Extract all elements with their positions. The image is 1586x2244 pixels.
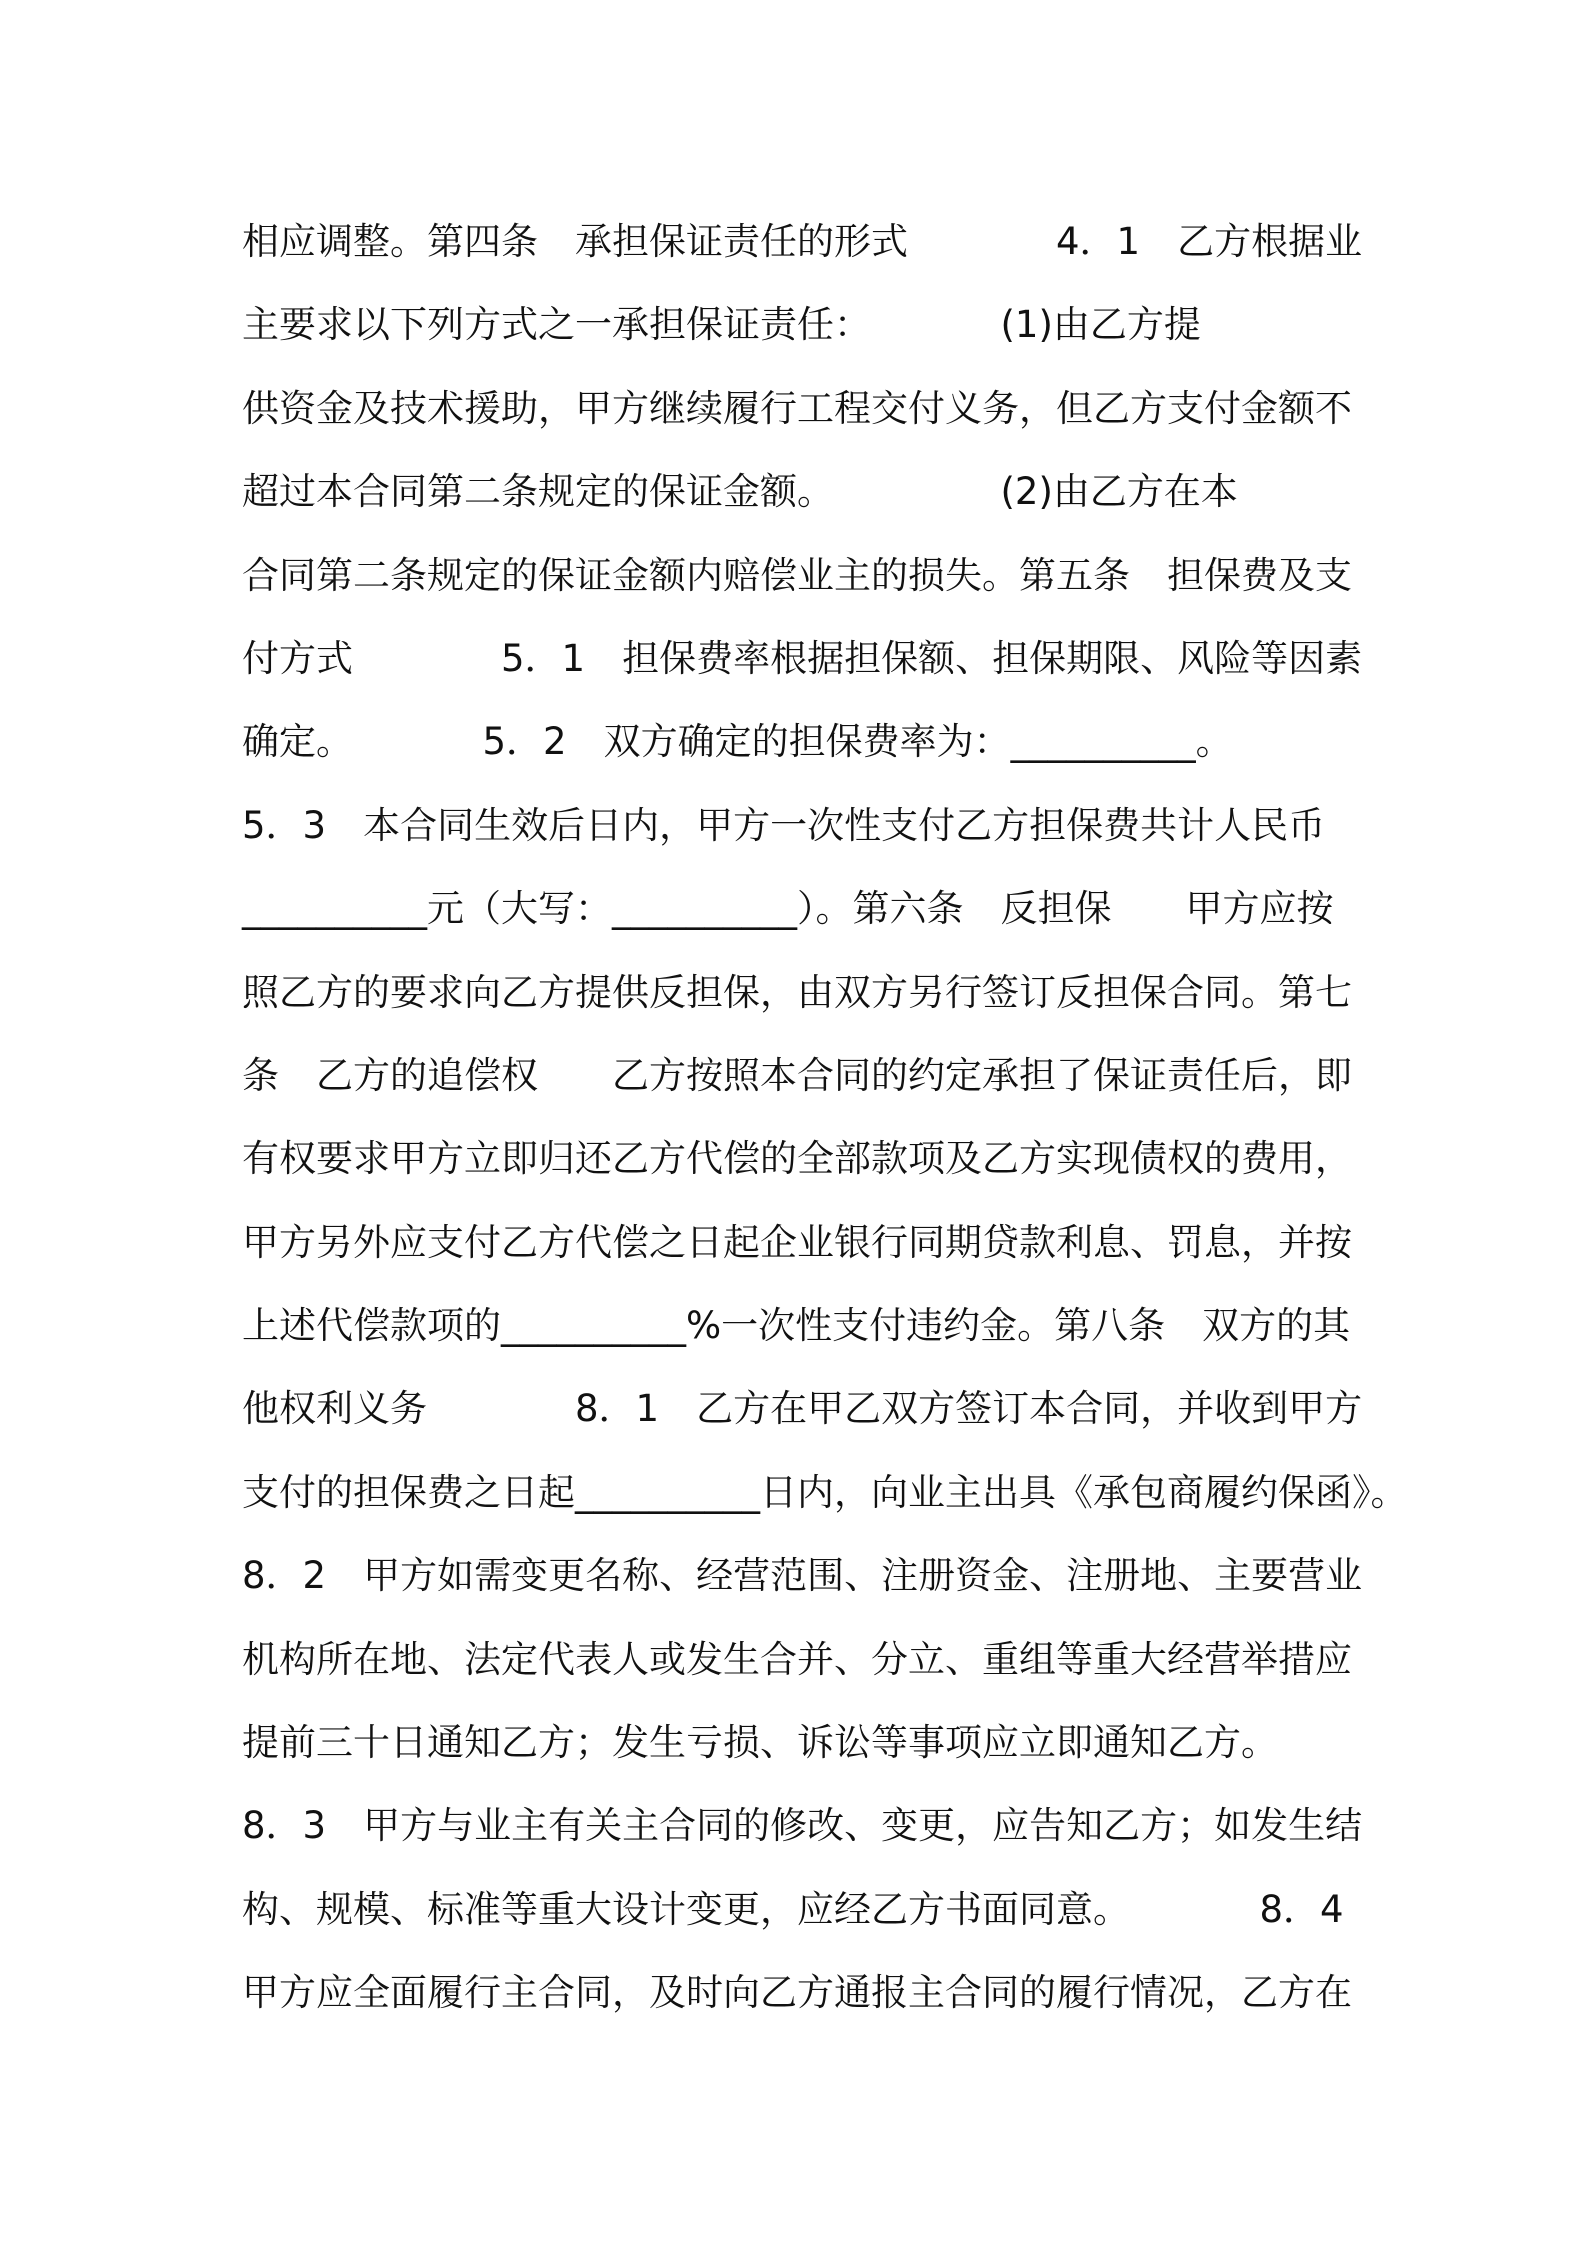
text-line-18: 机构所在地、法定代表人或发生合并、分立、重组等重大经营举措应 xyxy=(242,1637,1352,1681)
text-line-7: 确定。 5．2 双方确定的担保费率为：__________。 xyxy=(242,720,1233,764)
text-line-3: 供资金及技术援助，甲方继续履行工程交付义务，但乙方支付金额不 xyxy=(242,386,1352,430)
text-line-13: 甲方另外应支付乙方代偿之日起企业银行同期贷款利息、罚息，并按 xyxy=(242,1220,1352,1264)
text-line-21: 构、规模、标准等重大设计变更，应经乙方书面同意。 8．4 xyxy=(242,1887,1344,1931)
text-line-8: 5．3 本合同生效后日内，甲方一次性支付乙方担保费共计人民币 xyxy=(242,803,1326,847)
text-line-16: 支付的担保费之日起__________日内，向业主出具《承包商履约保函》。 xyxy=(242,1470,1408,1514)
text-line-19: 提前三十日通知乙方；发生亏损、诉讼等事项应立即通知乙方。 xyxy=(242,1721,1278,1765)
text-line-6: 付方式 5．1 担保费率根据担保额、担保期限、风险等因素 xyxy=(242,636,1363,680)
text-line-4: 超过本合同第二条规定的保证金额。 (2)由乙方在本 xyxy=(242,470,1238,514)
text-line-11: 条 乙方的追偿权 乙方按照本合同的约定承担了保证责任后，即 xyxy=(242,1053,1352,1097)
text-line-17: 8．2 甲方如需变更名称、经营范围、注册资金、注册地、主要营业 xyxy=(242,1554,1363,1598)
contract-body-text xyxy=(242,200,1408,2035)
text-line-9: __________元（大写：__________）。第六条 反担保 甲方应按 xyxy=(242,887,1334,931)
text-line-10: 照乙方的要求向乙方提供反担保，由双方另行签订反担保合同。第七 xyxy=(242,970,1352,1014)
text-line-2: 主要求以下列方式之一承担保证责任： (1)由乙方提 xyxy=(242,303,1201,347)
text-line-12: 有权要求甲方立即归还乙方代偿的全部款项及乙方实现债权的费用， xyxy=(242,1137,1352,1181)
text-line-1: 相应调整。第四条 承担保证责任的形式 4．1 乙方根据业 xyxy=(242,220,1363,263)
text-line-15: 他权利义务 8．1 乙方在甲乙双方签订本合同，并收到甲方 xyxy=(242,1387,1363,1431)
text-line-5: 合同第二条规定的保证金额内赔偿业主的损失。第五条 担保费及支 xyxy=(242,553,1352,597)
text-line-20: 8．3 甲方与业主有关主合同的修改、变更，应告知乙方；如发生结 xyxy=(242,1804,1363,1848)
text-line-14: 上述代偿款项的__________%一次性支付违约金。第八条 双方的其 xyxy=(242,1304,1351,1348)
text-line-22: 甲方应全面履行主合同，及时向乙方通报主合同的履行情况，乙方在 xyxy=(242,1971,1352,2015)
